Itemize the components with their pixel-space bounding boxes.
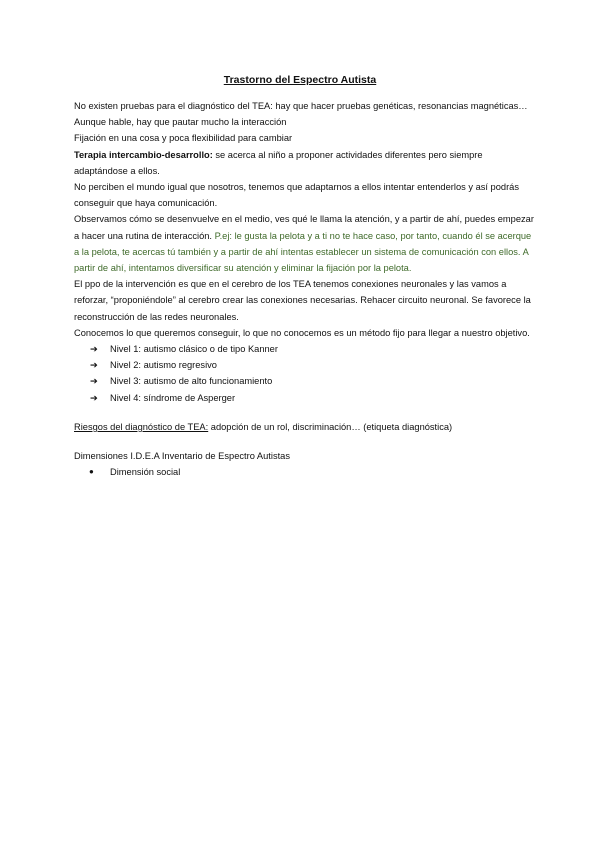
bullet-icon: ● [89, 467, 94, 477]
list-item [74, 373, 534, 389]
arrow-icon: ➔ [90, 392, 98, 403]
arrow-icon: ➔ [90, 344, 98, 355]
level-text: Nivel 3: autismo de alto funcionamiento [110, 376, 273, 387]
dimensions-list [74, 464, 534, 480]
paragraph-diagnosis: No existen pruebas para el diagnóstico del TEA: hay que hacer pruebas genéticas, resonancias magnéticas… [74, 101, 528, 111]
list-item [74, 357, 534, 373]
example-text: P.ej: le gusta la pelota y a ti no te hace caso, por tanto, cuando él se acerque a la pelota, te acercas tú también y a partir de ahí intentas establecer un sistema de comunicación con ellos. A partir de ahí, intentamos diversificar su atención y eliminar la fijación por la pelota. [74, 230, 532, 274]
list-item [74, 390, 534, 406]
list-item [74, 464, 534, 480]
dimension-text: Dimensión social [110, 467, 181, 478]
risks-text: adopción de un rol, discriminación… (etiqueta diagnóstica) [208, 421, 453, 432]
arrow-icon: ➔ [90, 376, 98, 387]
arrow-icon: ➔ [90, 360, 98, 371]
paragraph-fixation: Fijación en una cosa y poca flexibilidad para cambiar [74, 133, 293, 144]
therapy-label: Terapia intercambio-desarrollo: [74, 149, 213, 160]
dimensions-heading: Dimensiones I.D.E.A Inventario de Espectro Autistas [74, 451, 291, 462]
level-text: Nivel 1: autismo clásico o de tipo Kanner [110, 344, 278, 355]
paragraph-perception: No perciben el mundo igual que nosotros, tenemos que adaptarnos a ellos intentar entenderlos y así podrás conseguir que haya comunicación. [74, 182, 519, 209]
therapy-text: se acerca al niño a proponer actividades diferentes pero siempre adaptándose a ellos. [74, 149, 483, 176]
level-text: Nivel 4: síndrome de Asperger [110, 392, 236, 403]
paragraph-interaction: Aunque hable, hay que pautar mucho la interacción [74, 117, 287, 128]
paragraph-therapy [74, 147, 534, 179]
paragraph-method: Conocemos lo que queremos conseguir, lo que no conocemos es un método fijo para llegar a nuestro objetivo. [74, 327, 530, 338]
list-item [74, 341, 534, 357]
document-title: Trastorno del Espectro Autista [223, 74, 377, 86]
document-body [74, 98, 534, 480]
observation-text: Observamos cómo se desenvuelve en el medio, ves qué le llama la atención, y a partir de ahí, puedes empezar a hacer una rutina de interacción. [74, 214, 534, 241]
risks-label: Riesgos del diagnóstico de TEA: [74, 421, 209, 432]
paragraph-intervention: El ppo de la intervención es que en el cerebro de los TEA tenemos conexiones neuronales y las vamos a reforzar, “proponiéndole” al cerebro crear las conexiones necesarias. Rehacer circuito neuronal. Se favorece la reconstrucción de las redes neuronales. [74, 279, 531, 322]
paragraph-observation [74, 211, 534, 276]
level-text: Nivel 2: autismo regresivo [110, 360, 217, 371]
paragraph-risks [74, 419, 534, 435]
levels-list [74, 341, 534, 406]
